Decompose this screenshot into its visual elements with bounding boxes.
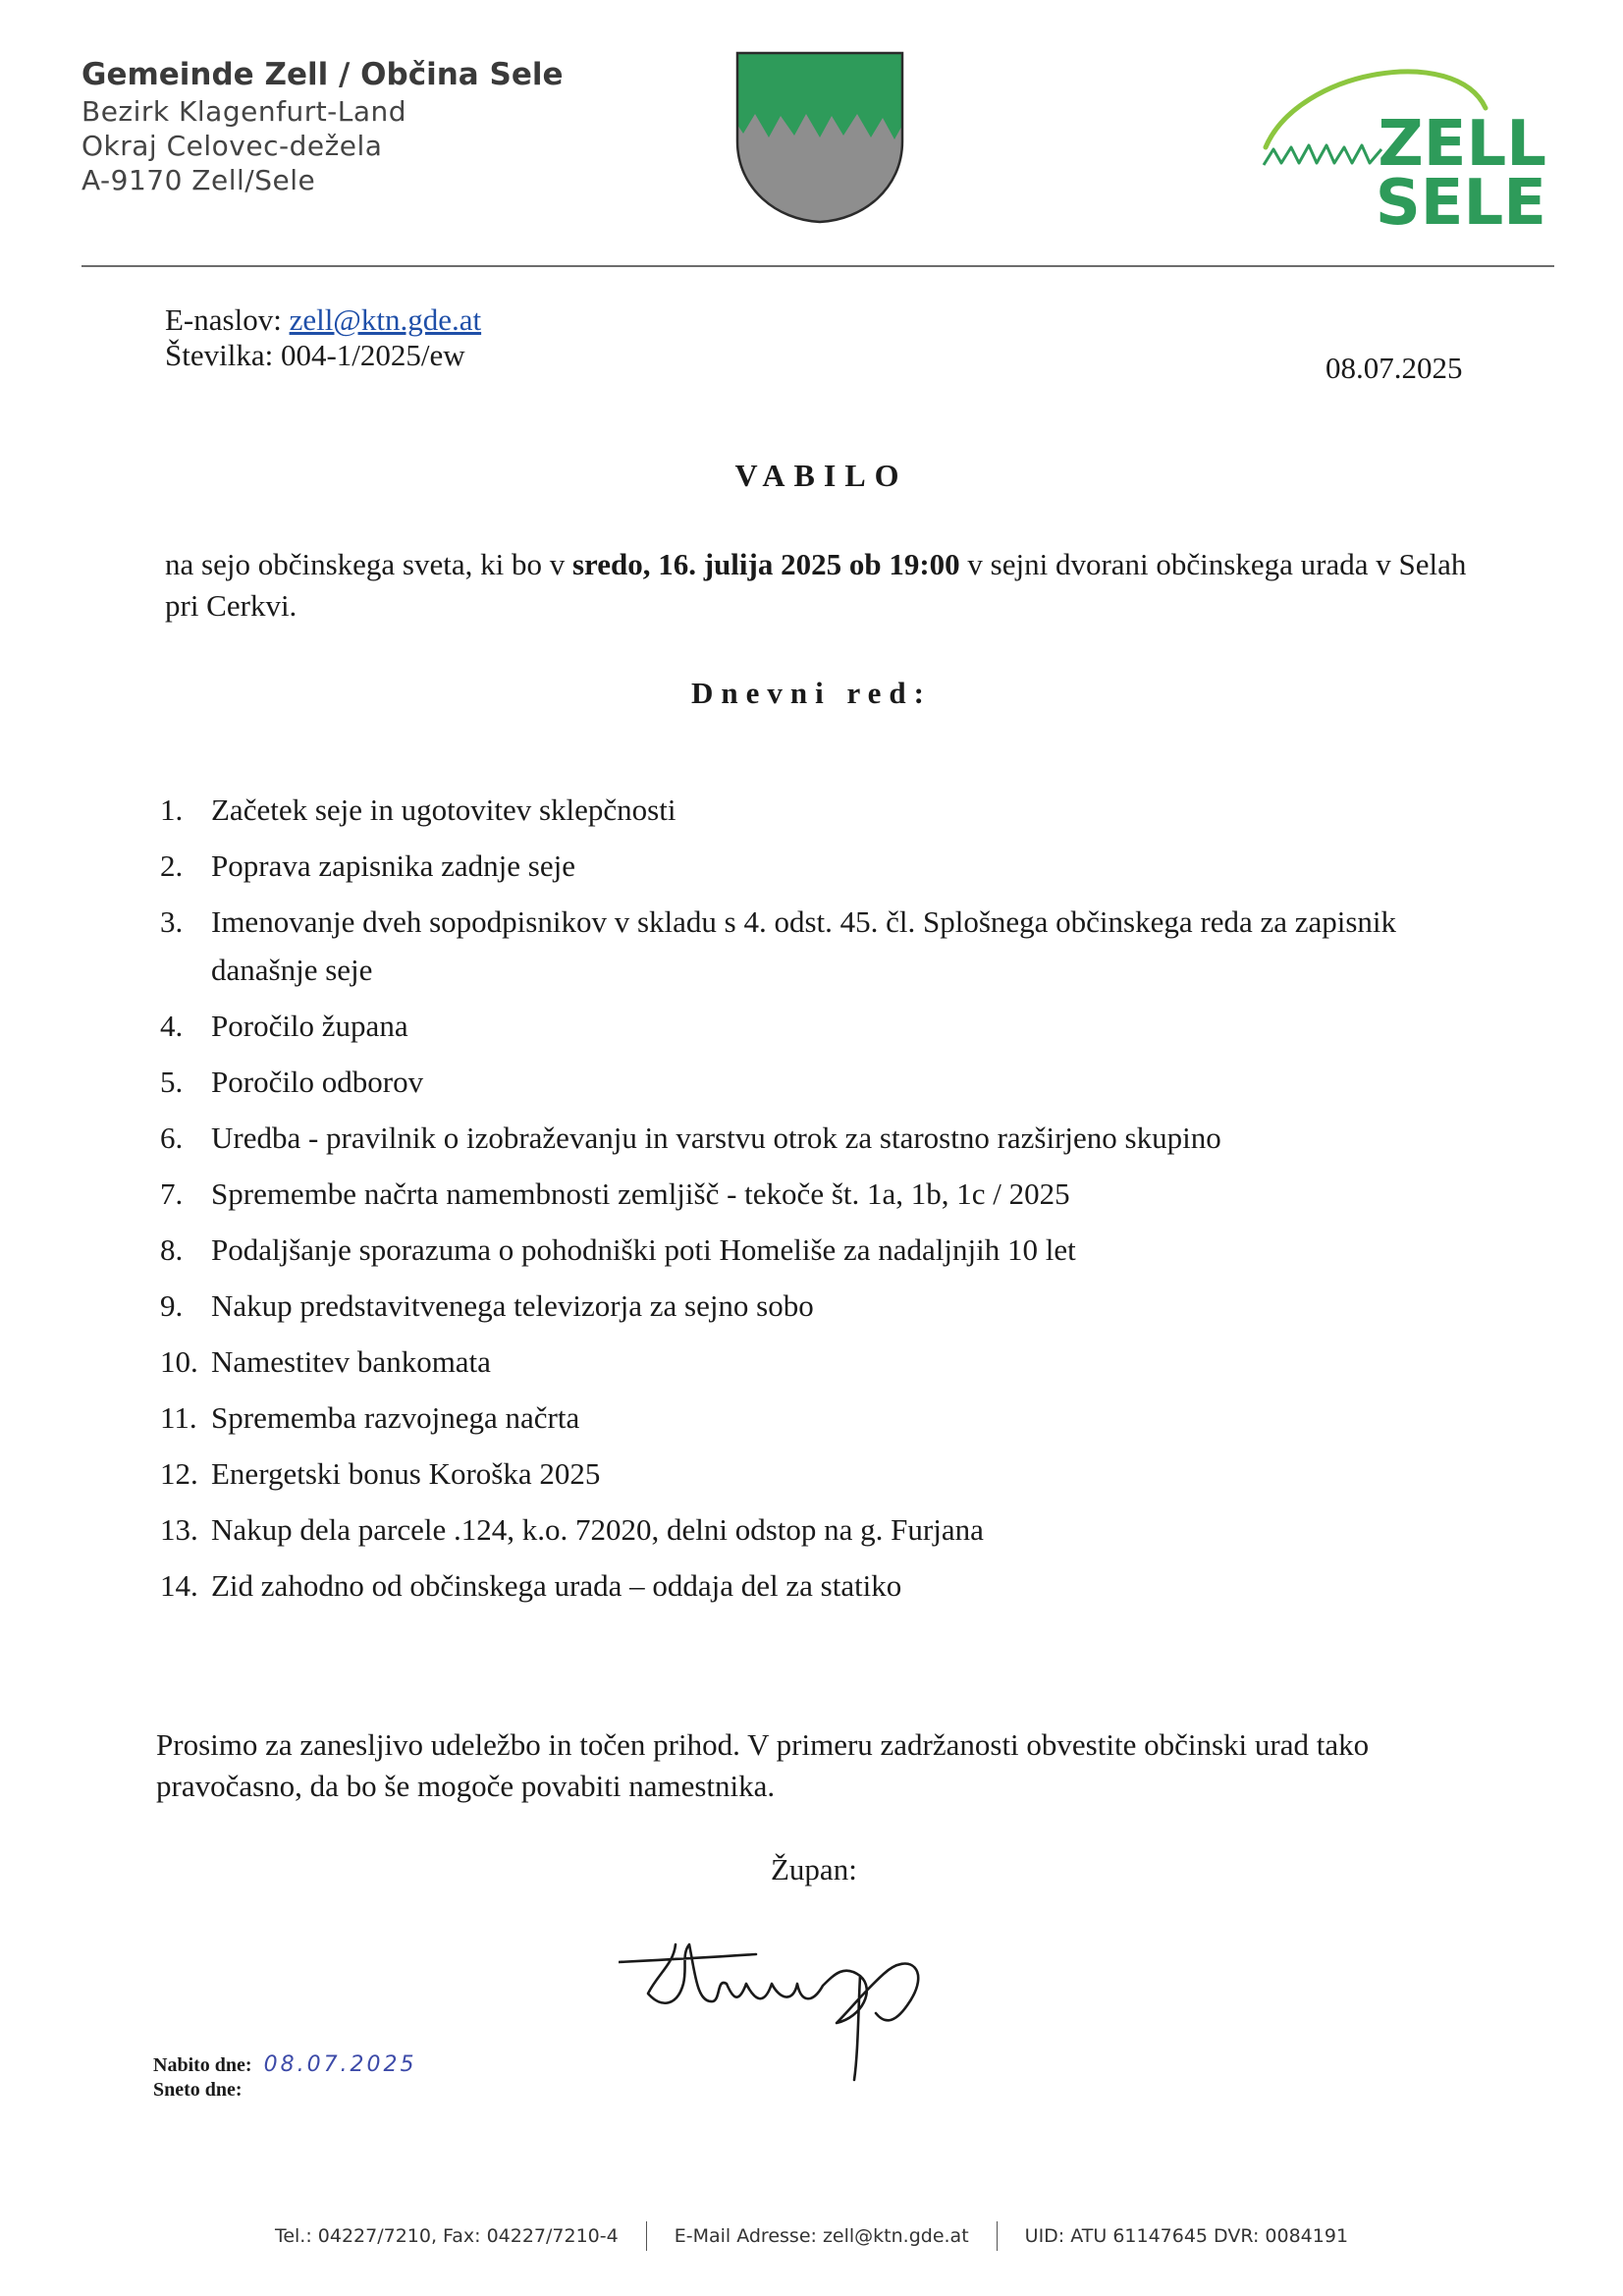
agenda-item-text: Nakup predstavitvenega televizorja za sejno sobo xyxy=(211,1288,814,1323)
agenda-item xyxy=(160,842,1466,898)
agenda-item-number: 7. xyxy=(160,1176,184,1211)
agenda-item xyxy=(160,1338,1466,1394)
footer-divider xyxy=(646,2221,647,2251)
footer-divider xyxy=(997,2221,998,2251)
agenda-heading: Dnevni red: xyxy=(690,676,932,710)
agenda-item-text: Poprava zapisnika zadnje seje xyxy=(211,848,575,883)
removed-label: Sneto dne: xyxy=(153,2079,243,2101)
agenda-item-text: Poročilo župana xyxy=(211,1009,408,1043)
reference-number-label: Številka: xyxy=(165,338,274,372)
agenda-item xyxy=(160,1226,1466,1282)
signoff-label: Župan: xyxy=(771,1852,857,1886)
agenda-item-text: Začetek seje in ugotovitev sklepčnosti xyxy=(211,793,676,827)
agenda-item-text: Poročilo odborov xyxy=(211,1065,424,1099)
agenda-item xyxy=(160,1170,1466,1226)
posted-label: Nabito dne: xyxy=(153,2054,252,2076)
agenda-item-number: 11. xyxy=(160,1400,197,1435)
agenda-item-number: 9. xyxy=(160,1288,184,1323)
logo-text-sele: SELE xyxy=(1375,167,1546,236)
invitation-text-start: na sejo občinskega sveta, ki bo v xyxy=(165,547,572,581)
organization-name: Gemeinde Zell / Občina Sele xyxy=(81,57,564,92)
logo-text-zell: ZELL xyxy=(1378,108,1546,181)
mayor-signature xyxy=(619,1915,943,2082)
agenda-item xyxy=(160,1114,1466,1170)
footer-email: E-Mail Adresse: zell@ktn.gde.at xyxy=(674,2225,969,2247)
agenda-item xyxy=(160,1505,1466,1561)
invitation-text xyxy=(165,544,1500,627)
address-line-district: Bezirk Klagenfurt-Land xyxy=(81,95,407,128)
logo-graphic-icon xyxy=(1260,49,1564,236)
agenda-item-number: 6. xyxy=(160,1121,184,1155)
agenda-item xyxy=(160,1282,1466,1338)
document-title: VABILO xyxy=(734,458,908,493)
agenda-item-text: Uredba - pravilnik o izobraževanju in varstvu otrok za starostno razširjeno skupino xyxy=(211,1121,1221,1155)
agenda-item-text: Namestitev bankomata xyxy=(211,1344,491,1379)
agenda-item-text: Podaljšanje sporazuma o pohodniški poti Homeliše za nadaljnjih 10 let xyxy=(211,1232,1076,1267)
agenda-item xyxy=(160,786,1466,842)
posted-date-handwritten: 08.07.2025 xyxy=(263,2052,417,2077)
municipality-logo xyxy=(1260,49,1564,236)
agenda-item-number: 8. xyxy=(160,1232,184,1267)
agenda-item xyxy=(160,1058,1466,1114)
footer-ids: UID: ATU 61147645 DVR: 0084191 xyxy=(1024,2225,1349,2247)
posting-record xyxy=(153,2052,417,2103)
agenda-item xyxy=(160,1002,1466,1058)
page-footer xyxy=(0,2221,1623,2251)
agenda-item-text: Spremembe načrta namembnosti zemljišč - tekoče št. 1a, 1b, 1c / 2025 xyxy=(211,1176,1070,1211)
agenda-item-number: 10. xyxy=(160,1344,198,1379)
agenda-item-text: Zid zahodno od občinskega urada – oddaja del za statiko xyxy=(211,1568,902,1603)
agenda-item-text: Nakup dela parcele .124, k.o. 72020, delni odstop na g. Furjana xyxy=(211,1512,984,1547)
agenda-item xyxy=(160,1449,1466,1505)
invitation-text-end: v sejni dvorani občinskega urada v Selah pri Cerkvi. xyxy=(165,547,1467,623)
agenda-item-number: 14. xyxy=(160,1568,198,1603)
address-line-region: Okraj Celovec-dežela xyxy=(81,130,383,162)
document-date: 08.07.2025 xyxy=(1325,351,1463,385)
agenda-item xyxy=(160,1394,1466,1449)
footer-phone: Tel.: 04227/7210, Fax: 04227/7210-4 xyxy=(274,2225,619,2247)
reference-number-line xyxy=(165,338,481,373)
agenda-item-text: Imenovanje dveh sopodpisnikov v skladu s 4. odst. 45. čl. Splošnega občinskega reda za zapisnik današnje seje xyxy=(211,904,1397,987)
removed-line xyxy=(153,2078,417,2103)
address-line-postal: A-9170 Zell/Sele xyxy=(81,164,316,196)
agenda-item-number: 1. xyxy=(160,793,184,827)
organization-address xyxy=(81,55,564,197)
email-label: E-naslov: xyxy=(165,302,282,337)
agenda-list xyxy=(160,786,1466,1617)
agenda-item-number: 13. xyxy=(160,1512,198,1547)
coat-of-arms-icon xyxy=(735,51,904,224)
agenda-item-number: 12. xyxy=(160,1456,198,1491)
agenda-item-number: 5. xyxy=(160,1065,184,1099)
email-line xyxy=(165,302,481,338)
agenda-item-number: 4. xyxy=(160,1009,184,1043)
email-link[interactable]: zell@ktn.gde.at xyxy=(289,302,482,337)
agenda-item-text: Energetski bonus Koroška 2025 xyxy=(211,1456,601,1491)
agenda-item xyxy=(160,898,1466,1002)
closing-paragraph: Prosimo za zanesljivo udeležbo in točen prihod. V primeru zadržanosti obvestite občinski urad tako pravočasno, da bo še mogoče povabiti namestnika. xyxy=(156,1727,1370,1803)
posted-line xyxy=(153,2052,417,2078)
agenda-item xyxy=(160,1561,1466,1617)
agenda-item-number: 2. xyxy=(160,848,184,883)
agenda-item-number: 3. xyxy=(160,904,184,939)
reference-number: 004-1/2025/ew xyxy=(280,338,465,372)
meeting-datetime: sredo, 16. julija 2025 ob 19:00 xyxy=(571,547,960,581)
document-meta xyxy=(165,302,481,373)
agenda-item-text: Sprememba razvojnega načrta xyxy=(211,1400,580,1435)
header-divider xyxy=(81,265,1554,267)
